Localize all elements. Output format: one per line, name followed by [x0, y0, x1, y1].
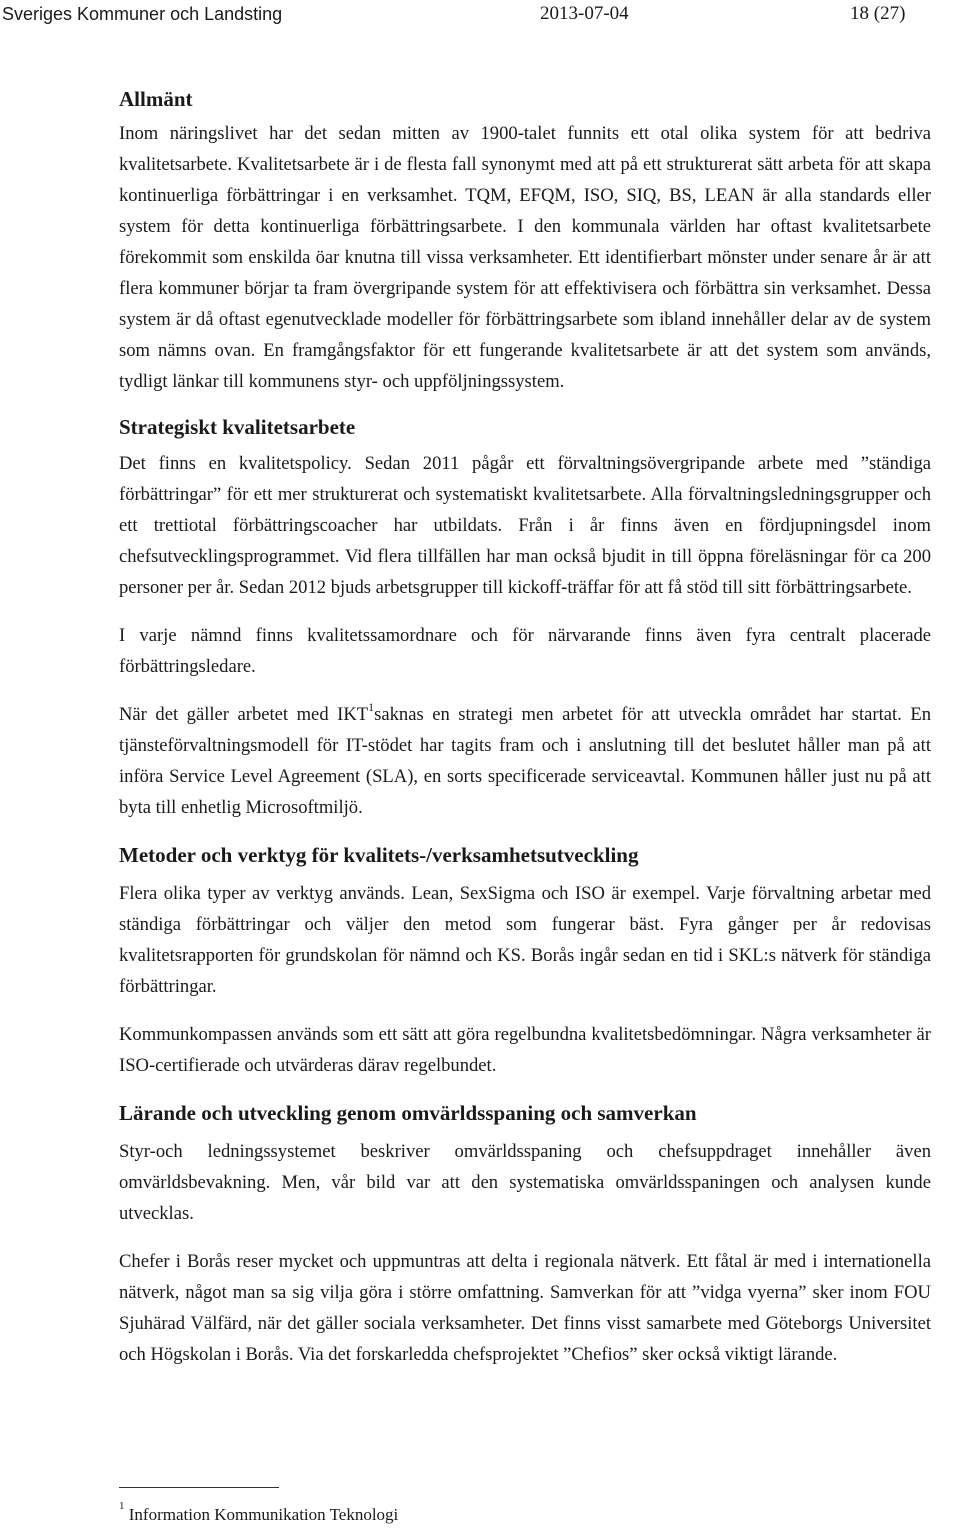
paragraph-ikt-lead: När det gäller arbetet med IKT [119, 704, 369, 725]
footnote-number: 1 [119, 1500, 125, 1513]
paragraph-strategiskt-2: I varje nämnd finns kvalitetssamordnare och för närvarande finns även fyra centralt placerade förbättringsledare. [119, 625, 931, 677]
heading-allmant: Allmänt [119, 87, 193, 111]
paragraph-strategiskt-1: Det finns en kvalitetspolicy. Sedan 2011 pågår ett förvaltningsövergripande arbete med ”ständiga förbättringar” för ett mer strukturerat och systematiskt kvalitetsarbete. Alla förvaltningsledningsgrupper och ett trettiotal förbättringscoacher har utbildats. Från i år finns även en fördjupningsdel inom chefsutvecklingsprogrammet. Vid flera tillfällen har man också bjudit in till öppna föreläsningar för ca 200 personer per år. Sedan 2012 bjuds arbetsgrupper till kickoff-träffar för att få stöd till sitt förbättringsarbete. [119, 453, 931, 598]
paragraph-strategiskt-3 [119, 699, 931, 823]
footnote [119, 1500, 399, 1526]
document-body [119, 84, 931, 1387]
footnote-reference[interactable]: 1 [368, 699, 375, 714]
header-date: 2013-07-04 [540, 3, 629, 24]
footnote-text: Information Kommunikation Teknologi [128, 1505, 399, 1524]
heading-strategiskt-kvalitetsarbete: Strategiskt kvalitetsarbete [119, 415, 356, 439]
heading-metoder-och-verktyg: Metoder och verktyg för kvalitets-/verksamhetsutveckling [119, 843, 639, 867]
paragraph-metoder-2: Kommunkompassen används som ett sätt att göra regelbundna kvalitetsbedömningar. Några verksamheter är ISO-certifierade och utvärderas därav regelbundet. [119, 1024, 931, 1076]
paragraph-allmant: Inom näringslivet har det sedan mitten av 1900-talet funnits ett otal olika system för att bedriva kvalitetsarbete. Kvalitetsarbete är i de flesta fall synonymt med att på ett strukturerat sätt arbeta för att skapa kontinuerliga förbättringar i en verksamhet. TQM, EFQM, ISO, SIQ, BS, LEAN är alla standards eller system för detta kontinuerliga förbättringsarbete. I den kommunala världen har oftast kvalitetsarbete förekommit som enskilda öar knutna till vissa verksamheter. Ett identifierbart mönster under senare år är att flera kommuner börjar ta fram övergripande system för att effektivisera och förbättra sin verksamhet. Dessa system är då oftast egenutvecklade modeller för förbättringsarbete som ibland innehåller delar av de system som nämns ovan. En framgångsfaktor för ett fungerande kvalitetsarbete är att det system som används, tydligt länkar till kommunens styr- och uppföljningssystem. [119, 123, 931, 392]
paragraph-larande-1: Styr-och ledningssystemet beskriver omvärldsspaning och chefsuppdraget innehåller även omvärldsbevakning. Men, vår bild var att den systematiska omvärldsspaningen och analysen kunde utvecklas. [119, 1141, 931, 1224]
heading-larande-och-utveckling: Lärande och utveckling genom omvärldsspaning och samverkan [119, 1101, 697, 1125]
header-organization: Sveriges Kommuner och Landsting [2, 4, 283, 24]
footnote-divider [119, 1487, 279, 1488]
paragraph-ikt-rest: saknas en strategi men arbetet för att utveckla området har startat. En tjänsteförvaltningsmodell för IT-stödet har tagits fram och i anslutning till det beslutet håller man på att införa Service Level Agreement (SLA), en sorts specificerade serviceavtal. Kommunen håller just nu på att byta till enhetlig Microsoftmiljö. [119, 704, 931, 818]
paragraph-metoder-1: Flera olika typer av verktyg används. Lean, SexSigma och ISO är exempel. Varje förvaltning arbetar med ständiga förbättringar och väljer den metod som fungerar bäst. Fyra gånger per år redovisas kvalitetsrapporten för grundskolan för nämnd och KS. Borås ingår sedan en tid i SKL:s nätverk för ständiga förbättringar. [119, 883, 931, 997]
paragraph-larande-2: Chefer i Borås reser mycket och uppmuntras att delta i regionala nätverk. Ett fåtal är med i internationella nätverk, något man sa sig vilja göra i större omfattning. Samverkan för att ”vidga vyerna” sker inom FOU Sjuhärad Välfärd, när det gäller sociala verksamheter. Det finns visst samarbete med Göteborgs Universitet och Högskolan i Borås. Via det forskarledda chefsprojektet ”Chefios” sker också viktigt lärande. [119, 1251, 931, 1365]
header-page-number: 18 (27) [850, 3, 906, 24]
